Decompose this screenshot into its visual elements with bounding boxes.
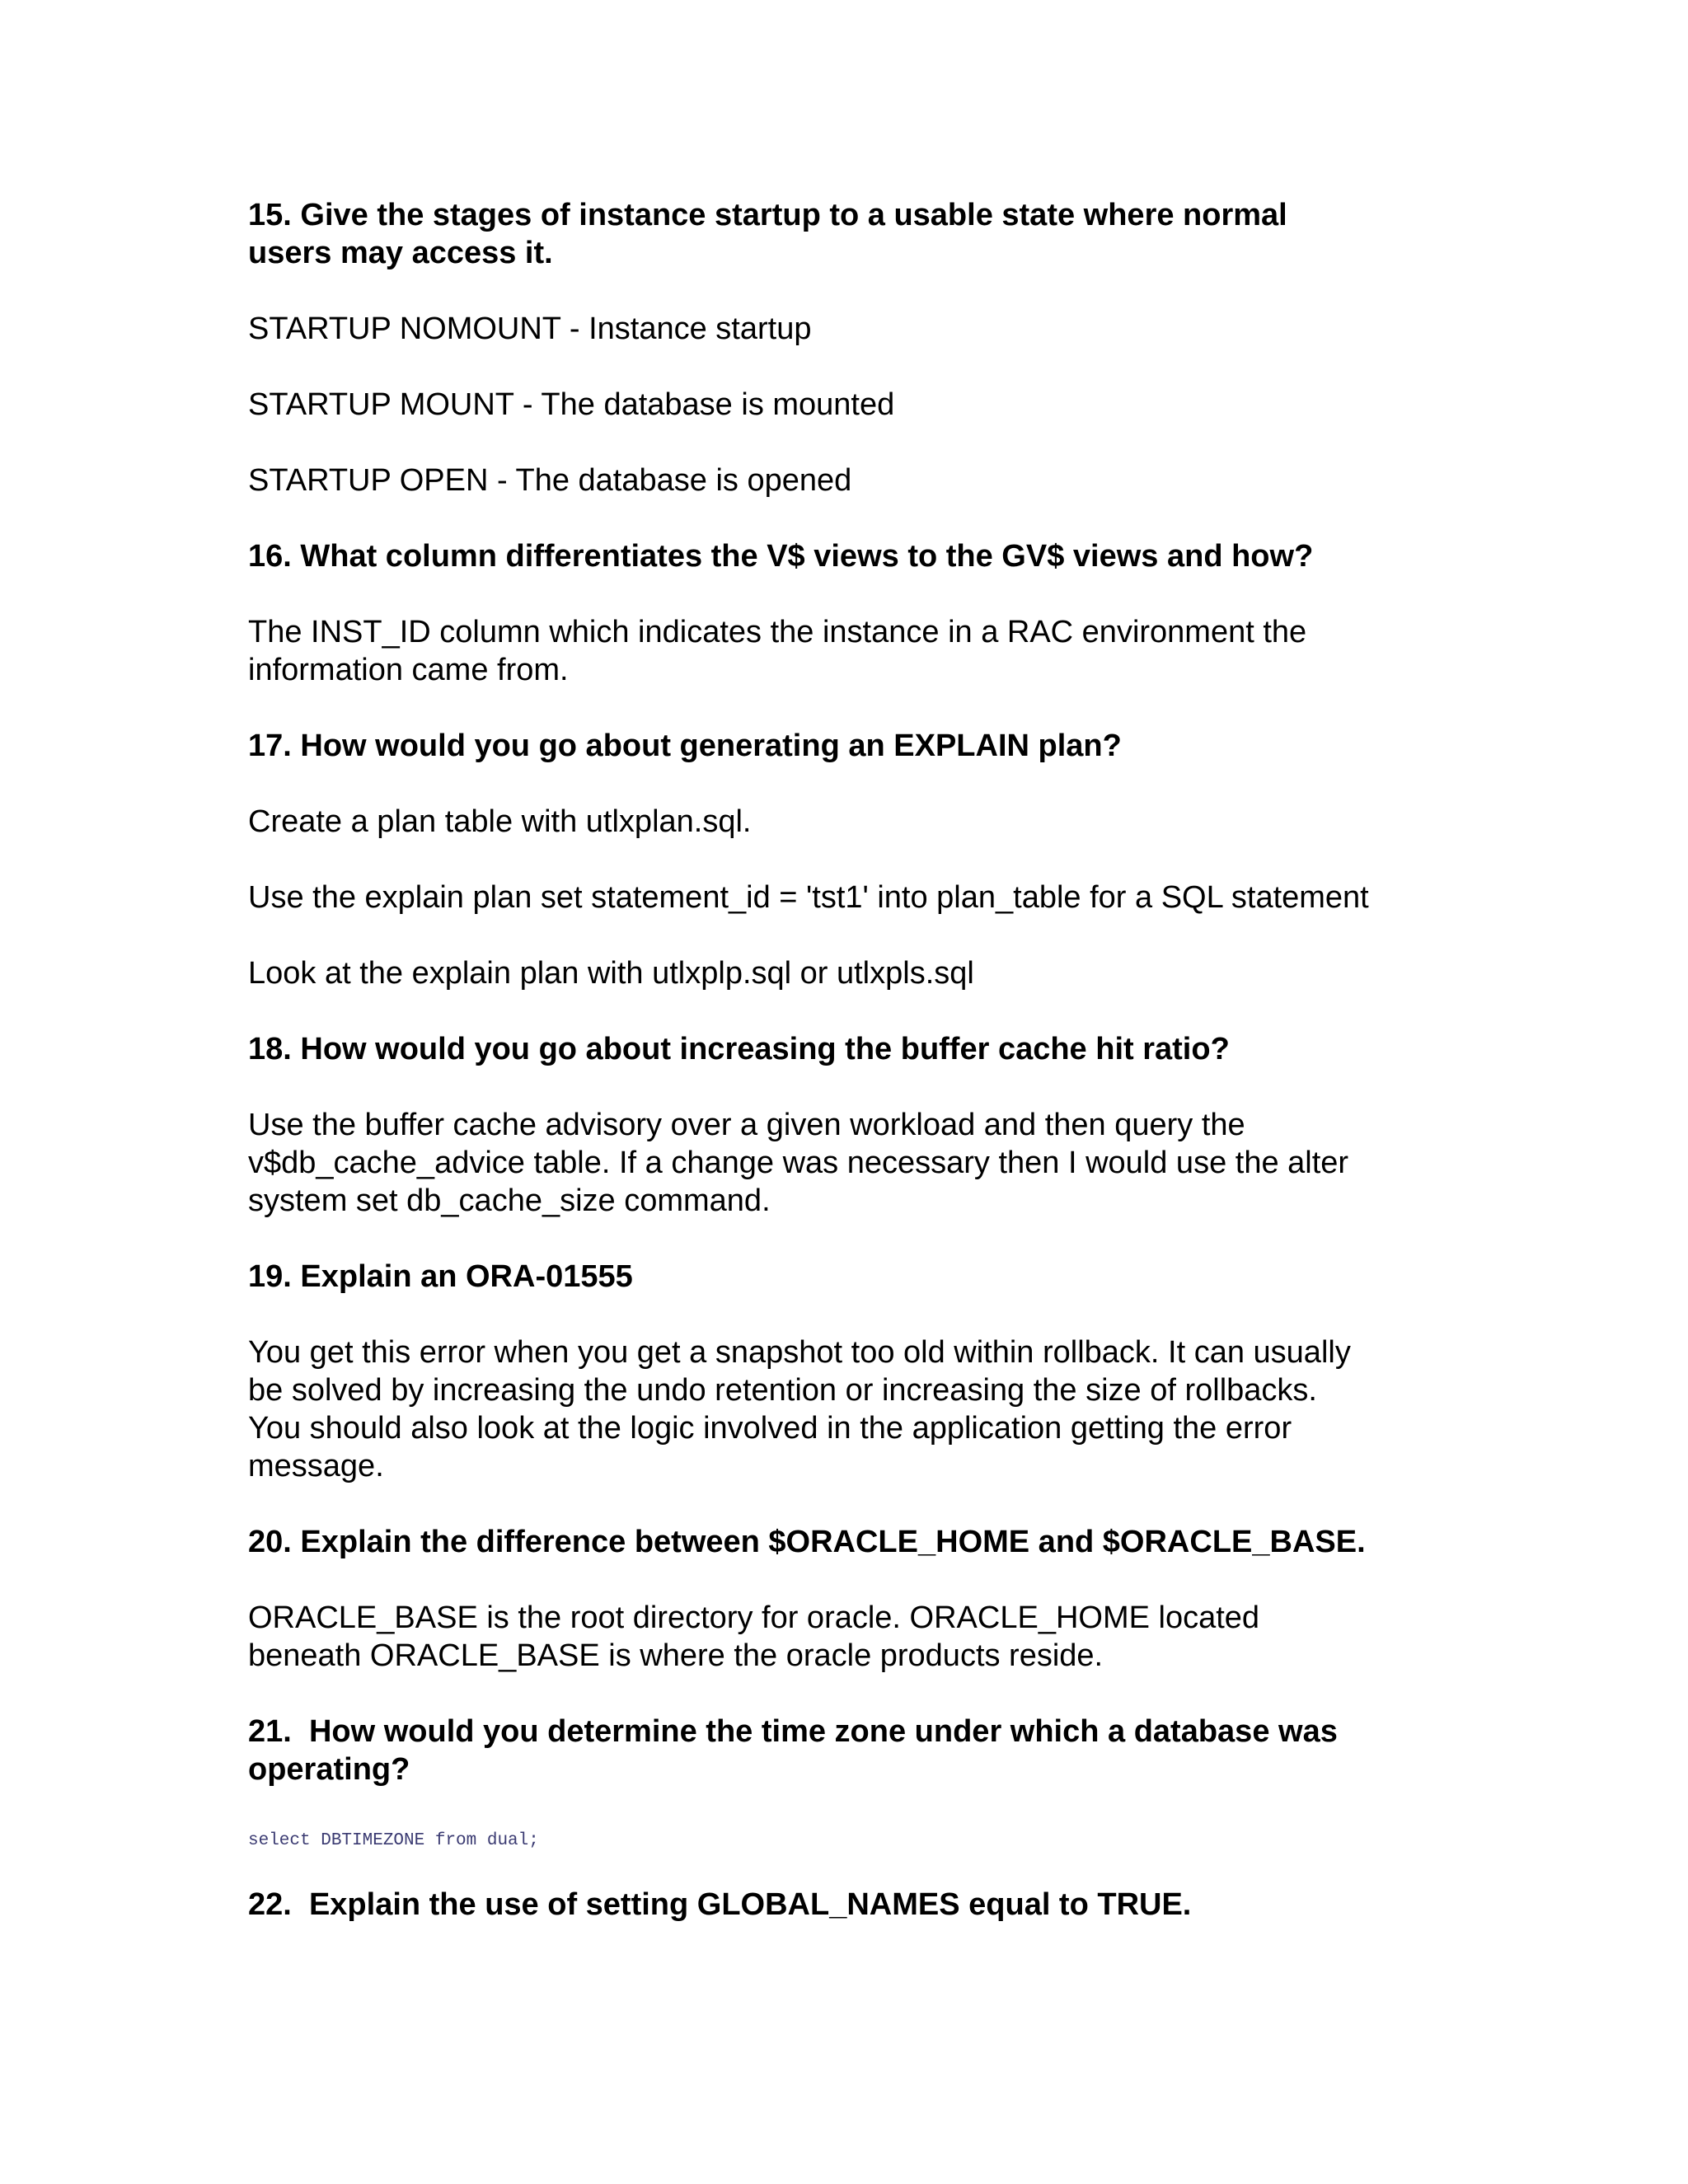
answer-17-look: Look at the explain plan with utlxplp.sql or utlxpls.sql (248, 956, 974, 991)
code-dbtimezone: select DBTIMEZONE from dual; (248, 1831, 539, 1850)
question-22: 22. Explain the use of setting GLOBAL_NAMES equal to TRUE. (248, 1887, 1192, 1922)
answer-19: You get this error when you get a snapshot too old within rollback. It can usually be solved by increasing the undo retention or increasing the size of rollbacks. You should also look at the logic involved in the application getting the error message. (248, 1335, 1351, 1483)
answer-17-use: Use the explain plan set statement_id = 'tst1' into plan_table for a SQL statement (248, 880, 1369, 915)
question-20: 20. Explain the difference between $ORACLE_HOME and $ORACLE_BASE. (248, 1525, 1366, 1559)
question-21: 21. How would you determine the time zone under which a database was operating? (248, 1714, 1338, 1787)
answer-startup-nomount: STARTUP NOMOUNT - Instance startup (248, 312, 812, 346)
answer-17-create: Create a plan table with utlxplan.sql. (248, 804, 752, 839)
question-18: 18. How would you go about increasing the buffer cache hit ratio? (248, 1032, 1230, 1066)
answer-startup-open: STARTUP OPEN - The database is opened (248, 463, 852, 498)
answer-18: Use the buffer cache advisory over a given workload and then query the v$db_cache_advice table. If a change was necessary then I would use the alter system set db_cache_size command. (248, 1108, 1349, 1218)
answer-startup-mount: STARTUP MOUNT - The database is mounted (248, 387, 895, 422)
question-17: 17. How would you go about generating an EXPLAIN plan? (248, 729, 1122, 763)
answer-16: The INST_ID column which indicates the instance in a RAC environment the information came from. (248, 615, 1307, 687)
question-15: 15. Give the stages of instance startup to a usable state where normal users may access it. (248, 198, 1287, 270)
question-16: 16. What column differentiates the V$ views to the GV$ views and how? (248, 539, 1314, 574)
question-19: 19. Explain an ORA-01555 (248, 1259, 633, 1294)
answer-20: ORACLE_BASE is the root directory for oracle. ORACLE_HOME located beneath ORACLE_BASE is where the oracle products reside. (248, 1601, 1260, 1673)
